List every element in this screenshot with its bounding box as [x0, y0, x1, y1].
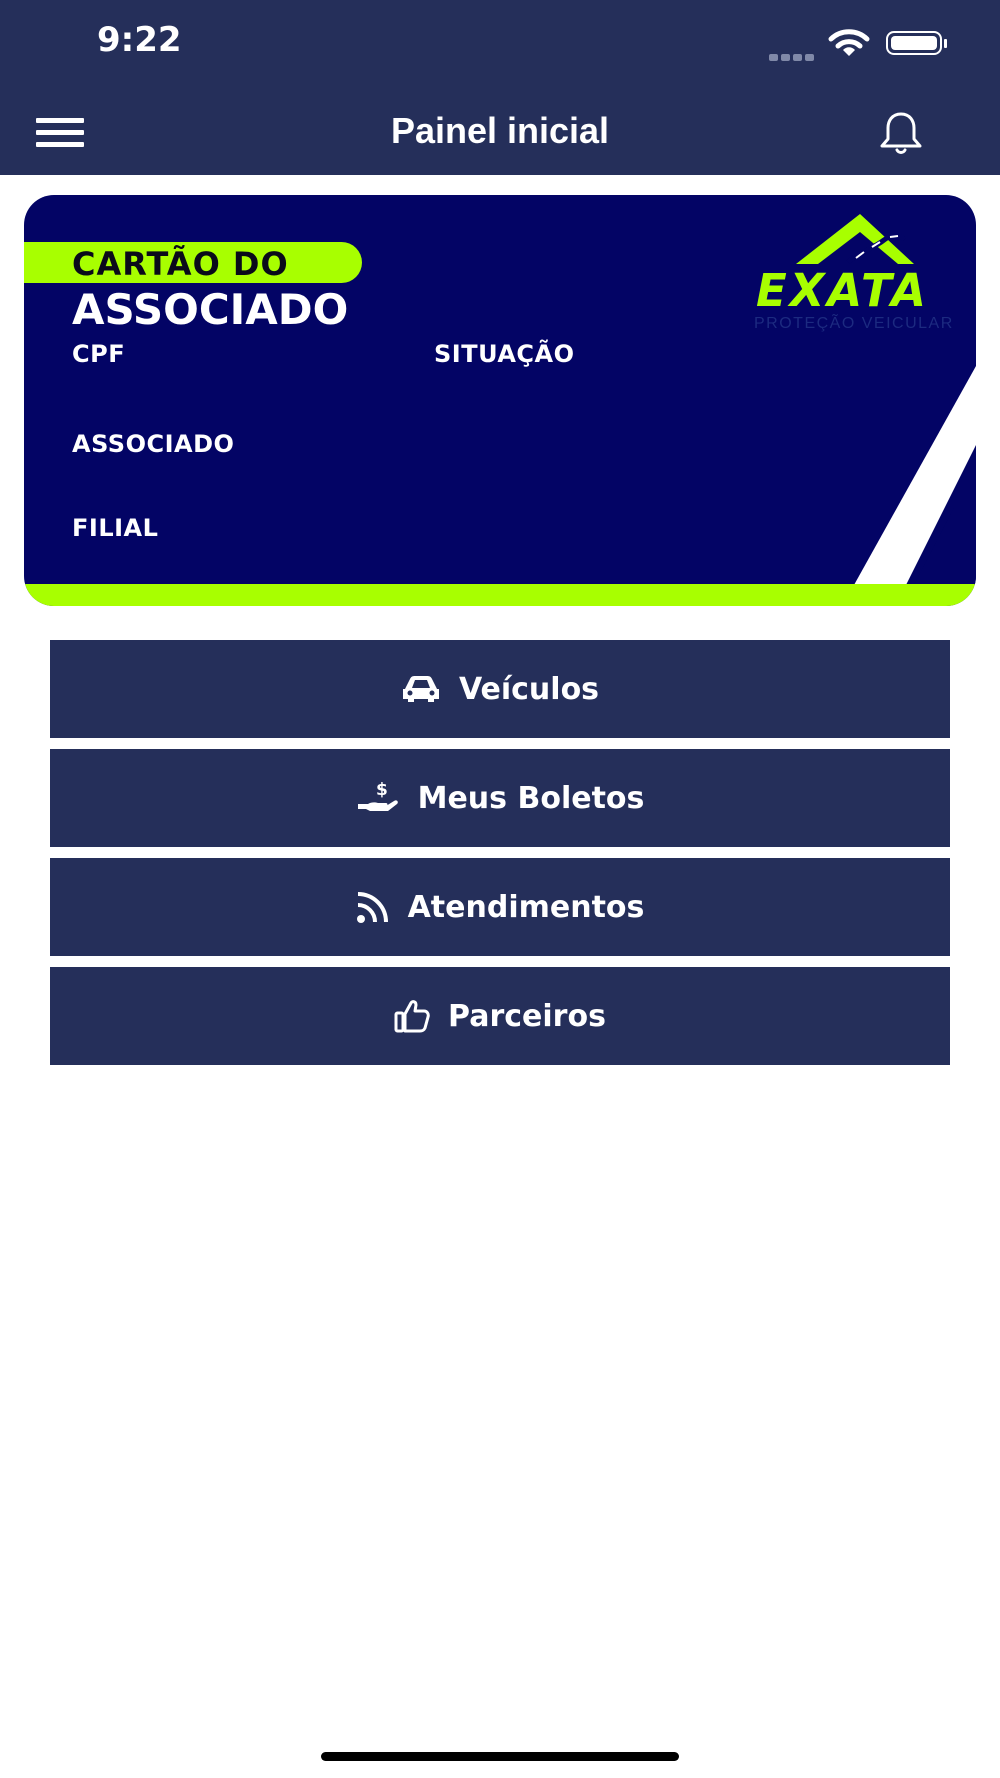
thumbs-up-icon [394, 999, 430, 1033]
status-bar [0, 0, 1000, 90]
cpf-label: CPF [72, 340, 126, 368]
partners-label: Parceiros [448, 998, 606, 1034]
card-accent-bar [24, 584, 976, 606]
my-invoices-button[interactable] [50, 749, 950, 847]
company-logo [752, 212, 976, 330]
bell-icon[interactable] [876, 108, 926, 158]
status-time: 9:22 [97, 20, 182, 60]
support-tickets-label: Atendimentos [407, 889, 645, 925]
battery-icon [886, 31, 942, 55]
wifi-icon [828, 28, 870, 58]
partners-button[interactable] [50, 967, 950, 1065]
vehicles-button[interactable] [50, 640, 950, 738]
situacao-label: SITUAÇÃO [434, 340, 575, 368]
my-invoices-label: Meus Boletos [417, 780, 645, 816]
hand-money-icon [356, 780, 400, 816]
header [0, 90, 1000, 175]
vehicles-label: Veículos [458, 671, 600, 707]
home-indicator[interactable] [321, 1752, 679, 1761]
card-title: ASSOCIADO [72, 285, 349, 334]
page-title: Painel inicial [390, 110, 610, 151]
cellular-signal-icon [769, 48, 817, 66]
card-banner-text: CARTÃO DO [72, 245, 289, 283]
support-tickets-button[interactable] [50, 858, 950, 956]
car-icon [401, 675, 441, 703]
svg-text:$: $ [375, 780, 388, 800]
associado-label: ASSOCIADO [72, 430, 235, 458]
filial-label: FILIAL [72, 514, 159, 542]
rss-icon [356, 890, 390, 924]
logo-subtitle: PROTEÇÃO VEICULAR [754, 315, 954, 332]
member-card [24, 195, 976, 606]
logo-wordmark: EXATA [756, 264, 929, 317]
